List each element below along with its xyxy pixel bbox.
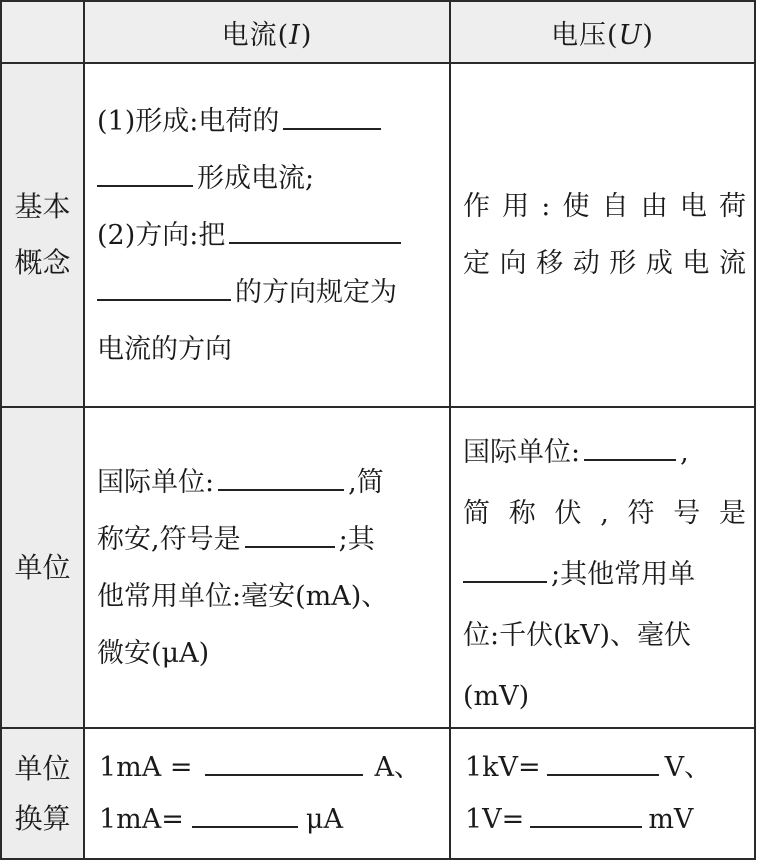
header-corner-cell xyxy=(1,1,84,63)
blank-current-symbol[interactable] xyxy=(245,520,335,548)
blank-charge-motion[interactable] xyxy=(283,102,381,130)
unit-current-cell xyxy=(84,407,450,728)
concept-voltage-line-2: 定向移动形成电流 xyxy=(463,248,746,279)
blank-voltage-symbol[interactable] xyxy=(463,555,547,583)
unit-row xyxy=(1,407,755,728)
concept-row-head: 基本 概念 xyxy=(1,63,84,407)
conversion-current-cell xyxy=(84,728,450,859)
concept-current-line-1: (1)形成:电荷的 xyxy=(97,93,441,150)
unit-current-line-1: 国际单位: ,简 xyxy=(97,454,441,511)
concept-current-cell xyxy=(84,63,450,407)
blank-kv-to-v[interactable] xyxy=(547,748,659,776)
unit-row-head: 单位 xyxy=(1,407,84,728)
conversion-current-line-2: 1mA= μA xyxy=(99,794,449,846)
unit-voltage-line-4: 位:千伏(kV)、毫伏 xyxy=(463,620,692,651)
blank-charge-motion-cont[interactable] xyxy=(97,159,193,187)
concept-current-line-2: 形成电流; xyxy=(97,150,441,207)
concept-voltage-cell xyxy=(450,63,755,407)
blank-current-si-unit[interactable] xyxy=(218,463,344,491)
unit-voltage-line-5: (mV) xyxy=(463,681,530,712)
conversion-voltage-line-2: 1V= mV xyxy=(465,794,754,846)
header-voltage-label: 电压( xyxy=(551,19,619,51)
header-current-symbol: I xyxy=(289,19,301,51)
concept-current-line-3: (2)方向:把 xyxy=(97,207,441,264)
blank-voltage-si-unit[interactable] xyxy=(584,433,676,461)
concept-current-line-4: 的方向规定为 xyxy=(97,264,441,321)
unit-voltage-line-3: ;其他常用单 xyxy=(463,544,746,605)
header-voltage-cell: 电压(U) xyxy=(450,1,755,63)
header-row xyxy=(1,1,755,63)
unit-voltage-line-1: 国际单位: , xyxy=(463,422,746,483)
header-current-cell: 电流(I) xyxy=(84,1,450,63)
concept-row xyxy=(1,63,755,407)
conversion-row xyxy=(1,728,755,859)
blank-v-to-mv[interactable] xyxy=(530,800,642,828)
blank-ma-to-ua[interactable] xyxy=(192,800,298,828)
conversion-voltage-cell xyxy=(450,728,755,859)
unit-voltage-line-2: 简称伏,符号是 xyxy=(463,498,746,529)
unit-current-line-2: 称安,符号是 ;其 xyxy=(97,511,441,568)
blank-direction-charge[interactable] xyxy=(229,216,401,244)
blank-ma-to-a[interactable] xyxy=(205,748,363,776)
unit-current-line-3: 他常用单位:毫安(mA)、 xyxy=(97,580,389,612)
blank-direction-charge-cont[interactable] xyxy=(97,273,231,301)
concept-current-line-5: 电流的方向 xyxy=(97,333,232,365)
conversion-current-line-1: 1mA = A、 xyxy=(99,742,449,794)
header-current-label: 电流( xyxy=(221,19,290,51)
unit-current-line-4: 微安(μA) xyxy=(97,637,210,669)
unit-voltage-cell xyxy=(450,407,755,728)
conversion-row-head: 单位 换算 xyxy=(1,728,84,859)
conversion-voltage-line-1: 1kV= V、 xyxy=(465,742,754,794)
header-voltage-symbol: U xyxy=(618,19,643,51)
concept-voltage-line-1: 作用:使自由电荷 xyxy=(463,191,746,222)
